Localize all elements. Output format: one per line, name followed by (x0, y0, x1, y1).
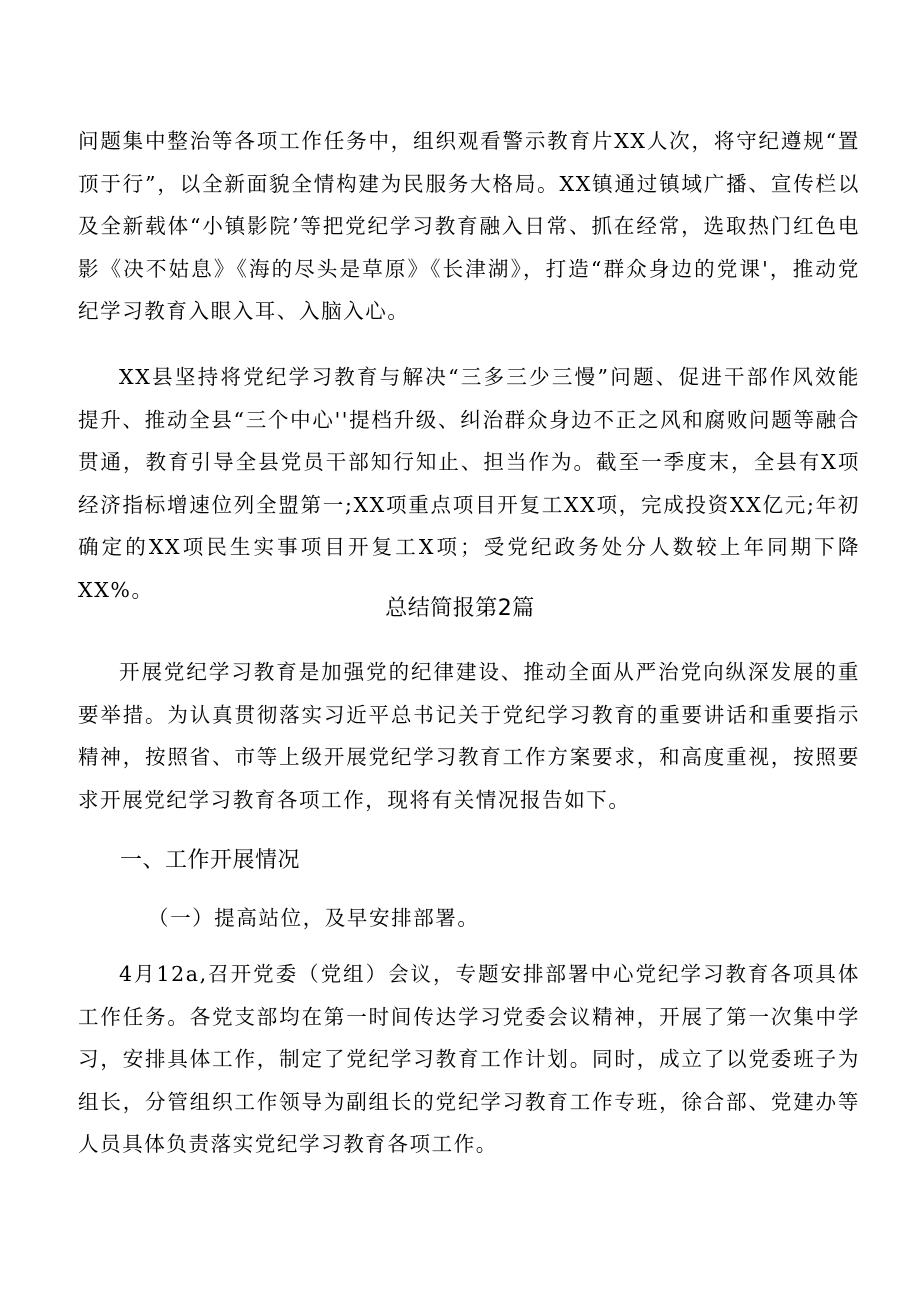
subsection-heading: （一）提高站位，及早安排部署。 (148, 906, 480, 930)
section-heading: 一、工作开展情况 (120, 848, 301, 873)
body-paragraph-2: XX县坚持将党纪学习教育与解决“三多三少三慢”问题、促进干部作风效能提升、推动全县“三个中心''提档升级、纠治群众身边不正之风和腐败问题等融合贯通，教育引导全县党员干部知行知止、担当作为。截至一季度末，全县有X项经济指标增速位列全盟第一;XX项重点项目开复工XX项，完成投资XX亿元;年初确定的XX项民生实事项目开复工X项；受党纪政务处分人数较上年同期下降XX%。 (78, 365, 860, 602)
body-paragraph-1: 问题集中整治等各项工作任务中，组织观看警示教育片XX人次，将守纪遵规“置顶于行”，以全新面貌全情构建为民服务大格局。XX镇通过镇域广播、宣传栏以及全新载体“小镇影院’等把党纪学习教育融入日常、抓在经常，选取热门红色电影《决不姑息》《海的尽头是草原》《长津湖》，打造“群众身边的党课'，推动党纪学习教育入眼入耳、入脑入心。 (78, 129, 860, 323)
article-heading: 总结简报第2篇 (385, 596, 535, 621)
body-paragraph-3: 开展党纪学习教育是加强党的纪律建设、推动全面从严治党向纵深发展的重要举措。为认真贯彻落实习近平总书记关于党纪学习教育的重要讲话和重要指示精神，按照省、市等上级开展党纪学习教育工作方案要求，和高度重视，按照要求开展党纪学习教育各项工作，现将有关情况报告如下。 (78, 660, 860, 812)
body-paragraph-4: 4月12a,召开党委（党组）会议，专题安排部署中心党纪学习教育各项具体工作任务。各党支部均在第一时间传达学习党委会议精神，开展了第一次集中学习，安排具体工作，制定了党纪学习教育工作计划。同时，成立了以党委班子为组长，分管组织工作领导为副组长的党纪学习教育工作专班，徐合部、党建办等人员具体负责落实党纪学习教育各项工作。 (78, 962, 860, 1156)
